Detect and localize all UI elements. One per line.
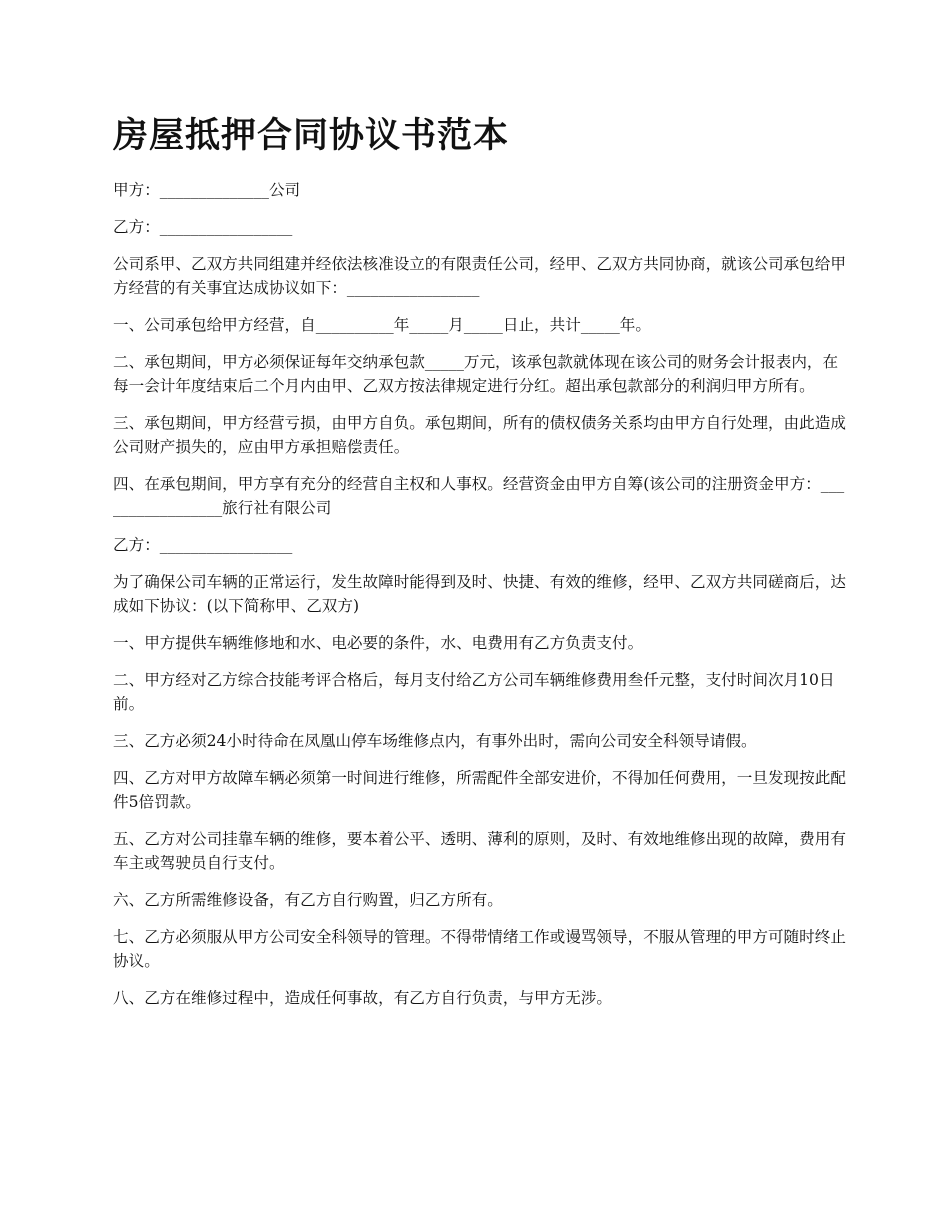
- document-body: [113, 178, 848, 1023]
- repair-clause-6: 六、乙方所需维修设备，有乙方自行购置，归乙方所有。: [113, 891, 503, 909]
- repair-clause-5: 五、乙方对公司挂靠车辆的维修，要本着公平、透明、薄利的原则，及时、有效地维修出现的故障，费用有车主或驾驶员自行支付。: [113, 830, 846, 872]
- party-b-line: 乙方：_________________: [113, 218, 293, 236]
- clause-3: 三、承包期间，甲方经营亏损，由甲方自负。承包期间，所有的债权债务关系均由甲方自行处理，由此造成公司财产损失的，应由甲方承担赔偿责任。: [113, 414, 846, 456]
- intro-paragraph: 公司系甲、乙双方共同组建并经依法核准设立的有限责任公司，经甲、乙双方共同协商，就该公司承包给甲方经营的有关事宜达成协议如下：_________________: [113, 255, 846, 297]
- party-a-line: 甲方：______________公司: [113, 181, 301, 199]
- repair-clause-4: 四、乙方对甲方故障车辆必须第一时间进行维修，所需配件全部安进价，不得加任何费用，一旦发现按此配件5倍罚款。: [113, 769, 846, 811]
- repair-clause-8: 八、乙方在维修过程中，造成任何事故，有乙方自行负责，与甲方无涉。: [113, 989, 613, 1007]
- repair-clause-1: 一、甲方提供车辆维修地和水、电必要的条件，水、电费用有乙方负责支付。: [113, 634, 644, 652]
- party-b-line-2: 乙方：_________________: [113, 536, 293, 554]
- repair-clause-3: 三、乙方必须24小时待命在凤凰山停车场维修点内，有事外出时，需向公司安全科领导请假。: [113, 732, 757, 750]
- clause-2: 二、承包期间，甲方必须保证每年交纳承包款_____万元，该承包款就体现在该公司的财务会计报表内，在每一会计年度结束后二个月内由甲、乙双方按法律规定进行分红。超出承包款部分的利润归甲方所有。: [113, 353, 839, 395]
- clause-4: 四、在承包期间，甲方享有充分的经营自主权和人事权。经营资金由甲方自筹(该公司的注册资金甲方：_________________旅行社有限公司: [113, 475, 845, 517]
- repair-clause-7: 七、乙方必须服从甲方公司安全科领导的管理。不得带情绪工作或谩骂领导，不服从管理的甲方可随时终止协议。: [113, 928, 846, 970]
- clause-1: 一、公司承包给甲方经营，自__________年_____月_____日止，共计_____年。: [113, 316, 651, 334]
- document-title: 房屋抵押合同协议书范本: [113, 116, 510, 156]
- repair-clause-2: 二、甲方经对乙方综合技能考评合格后，每月支付给乙方公司车辆维修费用叁仟元整，支付时间次月10日前。: [113, 671, 835, 713]
- repair-intro-paragraph: 为了确保公司车辆的正常运行，发生故障时能得到及时、快捷、有效的维修，经甲、乙双方共同磋商后，达成如下协议：(以下简称甲、乙双方): [113, 573, 846, 615]
